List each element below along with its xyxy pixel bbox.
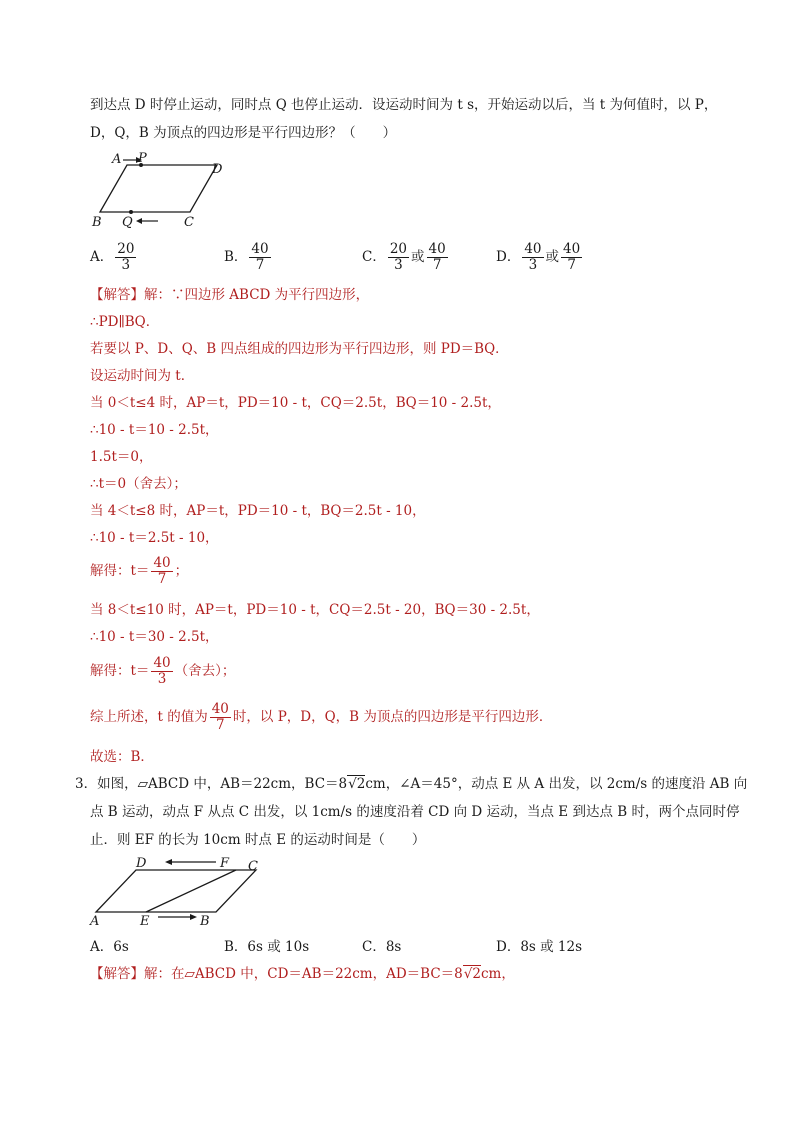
fig1-label-a: A bbox=[112, 152, 122, 167]
option-c-fraction-1: $\frac{20}{3}$ bbox=[389, 241, 408, 273]
q3-option-b: B．6s 或 10s bbox=[224, 939, 310, 955]
fig1-label-p: P bbox=[138, 151, 147, 166]
q2-solution-line8: ∴t＝0（舍去）； bbox=[90, 476, 187, 492]
q3-solution-suffix: cm， bbox=[480, 966, 515, 982]
solution-line15-fraction: $\frac{40}{7}$ bbox=[211, 701, 229, 733]
fig2-label-b: B bbox=[200, 914, 210, 929]
option-d-label: D． bbox=[496, 249, 521, 265]
solution-line11-prefix: 解得：t＝ bbox=[90, 563, 150, 579]
q2-solution-line4: 设运动时间为 t． bbox=[90, 368, 195, 384]
solution-line11-suffix: ； bbox=[174, 563, 189, 579]
fig1-label-q: Q bbox=[122, 215, 133, 230]
q3-solution-prefix: 解：在▱ABCD 中，CD＝AB＝22cm，AD＝BC＝8 bbox=[144, 966, 463, 982]
solution-line11-fraction: $\frac{40}{7}$ bbox=[153, 555, 171, 587]
fig2-label-c: C bbox=[248, 859, 258, 874]
solution-line14-suffix: （舍去）； bbox=[174, 663, 236, 679]
option-d-or: 或 bbox=[545, 249, 560, 265]
solution-line15-prefix: 综上所述，t 的值为 bbox=[90, 709, 208, 725]
q3-stem-line3: 止．则 EF 的长为 10cm 时点 E 的运动时间是（ ） bbox=[90, 832, 426, 848]
q2-stem-line2: D，Q，B 为顶点的四边形是平行四边形？（ ） bbox=[90, 125, 397, 141]
option-d-fraction-1: $\frac{40}{3}$ bbox=[524, 241, 542, 273]
fig1-label-b: B bbox=[92, 215, 102, 230]
fig2-label-e: E bbox=[140, 914, 150, 929]
q2-solution-line16: 故选：B． bbox=[90, 749, 154, 765]
q2-solution-line10: ∴10 - t＝2.5t - 10， bbox=[90, 530, 219, 546]
q2-option-a bbox=[90, 242, 138, 273]
option-c-fraction-2: $\frac{40}{7}$ bbox=[428, 241, 446, 273]
solution-line15-suffix: 时，以 P，D，Q，B 为顶点的四边形是平行四边形． bbox=[232, 709, 553, 725]
q2-option-b bbox=[224, 242, 273, 273]
q3-stem-line1-prefix: 3．如图，▱ABCD 中，AB＝22cm，BC＝8 bbox=[75, 776, 348, 792]
q2-solution-line2: ∴PD∥BQ． bbox=[90, 314, 160, 330]
q2-solution-line3: 若要以 P、D、Q、B 四点组成的四边形为平行四边形，则 PD＝BQ． bbox=[90, 341, 509, 357]
q3-sqrt: √2 bbox=[348, 776, 366, 792]
solution-line14-fraction: $\frac{40}{3}$ bbox=[153, 655, 171, 687]
q2-solution-line5: 当 0＜t≤4 时，AP＝t，PD＝10 - t，CQ＝2.5t，BQ＝10 - 2.5t， bbox=[90, 395, 501, 411]
option-c-label: C． bbox=[362, 249, 386, 265]
q3-solution-tag: 【解答】 bbox=[90, 966, 144, 982]
solution-line14-prefix: 解得：t＝ bbox=[90, 663, 150, 679]
solution-tag: 【解答】 bbox=[90, 287, 144, 303]
q3-option-a: A．6s bbox=[90, 939, 129, 955]
q3-stem-line1 bbox=[75, 775, 747, 793]
fig2-label-d: D bbox=[136, 856, 147, 871]
q3-option-c: C．8s bbox=[362, 939, 402, 955]
q3-parallelogram-figure bbox=[88, 852, 278, 932]
q3-option-d: D．8s 或 12s bbox=[496, 939, 583, 955]
q2-solution-line14 bbox=[90, 656, 235, 687]
fig1-label-d: D bbox=[212, 162, 223, 177]
q2-solution-line12: 当 8＜t≤10 时，AP＝t，PD＝10 - t，CQ＝2.5t - 20，BQ＝30 - 2.5t， bbox=[90, 602, 540, 618]
q2-stem-line1: 到达点 D 时停止运动，同时点 Q 也停止运动．设运动时间为 t s，开始运动以后，当 t 为何值时，以 P， bbox=[90, 97, 718, 113]
option-b-fraction: $\frac{40}{7}$ bbox=[251, 241, 269, 273]
q2-solution-line6: ∴10 - t＝10 - 2.5t， bbox=[90, 422, 219, 438]
q2-solution-line15 bbox=[90, 702, 552, 733]
q2-option-c bbox=[362, 242, 450, 273]
fig2-label-f: F bbox=[220, 856, 230, 871]
option-c-or: 或 bbox=[411, 249, 425, 265]
fig1-label-c: C bbox=[184, 215, 194, 230]
option-a-label: A． bbox=[90, 249, 114, 265]
solution-text: 解：∵四边形 ABCD 为平行四边形， bbox=[144, 287, 370, 303]
q2-option-d bbox=[496, 242, 584, 273]
option-b-label: B． bbox=[224, 249, 248, 265]
q2-solution-line13: ∴10 - t＝30 - 2.5t， bbox=[90, 629, 219, 645]
option-a-fraction: $\frac{20}{3}$ bbox=[117, 241, 135, 273]
q2-solution-line11 bbox=[90, 556, 188, 587]
q3-solution-sqrt: √2 bbox=[463, 966, 481, 982]
fig2-label-a: A bbox=[90, 914, 100, 929]
q3-stem-line2: 点 B 运动，动点 F 从点 C 出发，以 1cm/s 的速度沿着 CD 向 D 运动，当点 E 到达点 B 时，两个点同时停 bbox=[90, 804, 740, 820]
q2-solution-line1 bbox=[90, 286, 369, 304]
q3-stem-line1-suffix: cm，∠A＝45°，动点 E 从 A 出发，以 2cm/s 的速度沿 AB 向 bbox=[365, 776, 748, 792]
q2-solution-line9: 当 4＜t≤8 时，AP＝t，PD＝10 - t，BQ＝2.5t - 10， bbox=[90, 503, 426, 519]
q2-parallelogram-figure bbox=[90, 150, 250, 230]
q2-solution-line7: 1.5t＝0， bbox=[90, 449, 153, 465]
option-d-fraction-2: $\frac{40}{7}$ bbox=[563, 241, 581, 273]
q3-solution-line1 bbox=[90, 965, 515, 983]
